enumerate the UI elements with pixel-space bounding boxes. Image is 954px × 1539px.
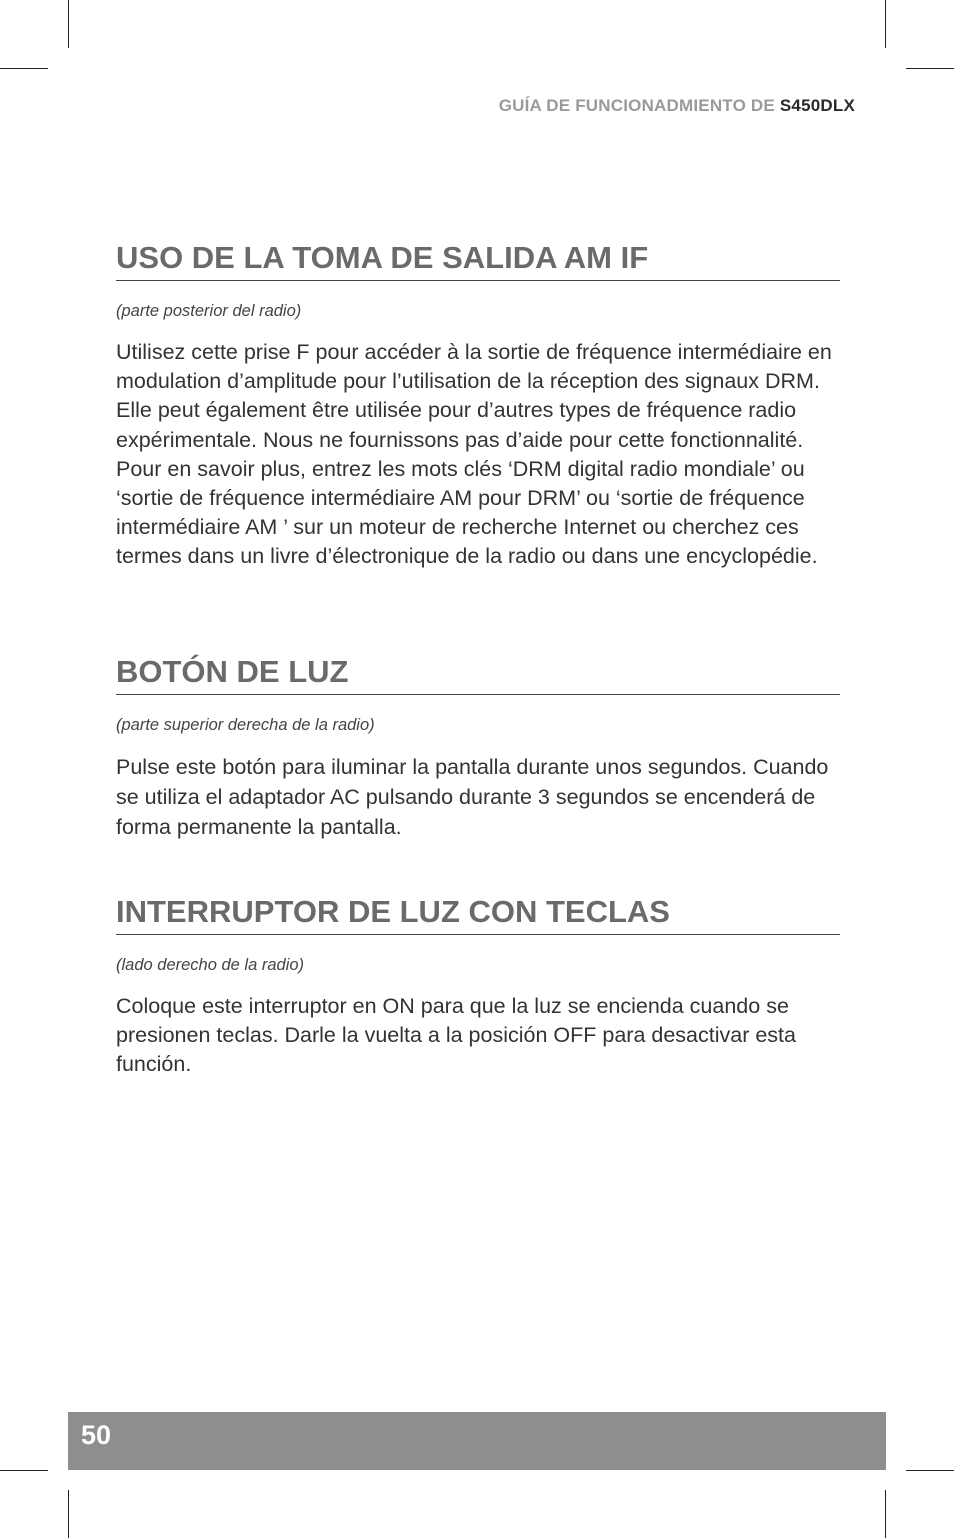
crop-mark-bottom-right-vertical xyxy=(885,1490,886,1538)
section-subtitle: (parte superior derecha de la radio) xyxy=(116,716,375,734)
section-am-if-output xyxy=(116,240,840,572)
crop-mark-bottom-left-vertical xyxy=(68,1490,69,1538)
header-model: S450DLX xyxy=(779,96,855,115)
crop-mark-top-right-vertical xyxy=(885,0,886,48)
page-number: 50 xyxy=(81,1420,112,1450)
crop-mark-bottom-right-horizontal xyxy=(906,1470,954,1471)
section-light-button xyxy=(116,654,840,842)
section-subtitle: (lado derecho de la radio) xyxy=(116,956,305,974)
crop-mark-top-left-horizontal xyxy=(0,68,48,69)
section-subtitle: (parte posterior del radio) xyxy=(116,302,302,320)
section-body: Pulse este botón para iluminar la pantalla durante unos segundos. Cuando se utiliza el adaptador AC pulsando durante 3 segundos se encenderá de forma permanente la pantalla. xyxy=(116,755,829,839)
section-body: Utilisez cette prise F pour accéder à la sortie de fréquence intermédiaire en modulation d’amplitude pour l’utilisation de la réception des signaux DRM. Elle peut également être utilisée pour d’autres types de fréquence radio expérimentale. Nous ne fournissons pas d’aide pour cette fonctionnalité. Pour en savoir plus, entrez les mots clés ‘DRM digital radio mondiale’ ou ‘sortie de fréquence intermédiaire AM pour DRM’ ou ‘sortie de fréquence intermédiaire AM ’ sur un moteur de recherche Internet ou cherchez ces termes dans un livre d’électronique de la radio ou dans une encyclopédie. xyxy=(116,340,832,569)
section-title: INTERRUPTOR DE LUZ CON TECLAS xyxy=(116,894,840,935)
crop-mark-top-left-vertical xyxy=(68,0,69,48)
crop-mark-top-right-horizontal xyxy=(906,68,954,69)
running-header xyxy=(499,96,855,116)
footer-bar xyxy=(68,1412,886,1470)
section-key-light-switch xyxy=(116,894,840,1080)
section-body: Coloque este interruptor en ON para que la luz se encienda cuando se presionen teclas. Darle la vuelta a la posición OFF para desactivar esta función. xyxy=(116,994,796,1077)
section-title: BOTÓN DE LUZ xyxy=(116,654,840,695)
section-title: USO DE LA TOMA DE SALIDA AM IF xyxy=(116,240,840,281)
crop-mark-bottom-left-horizontal xyxy=(0,1470,48,1471)
header-prefix: GUÍA DE FUNCIONADMIENTO DE xyxy=(498,96,775,115)
